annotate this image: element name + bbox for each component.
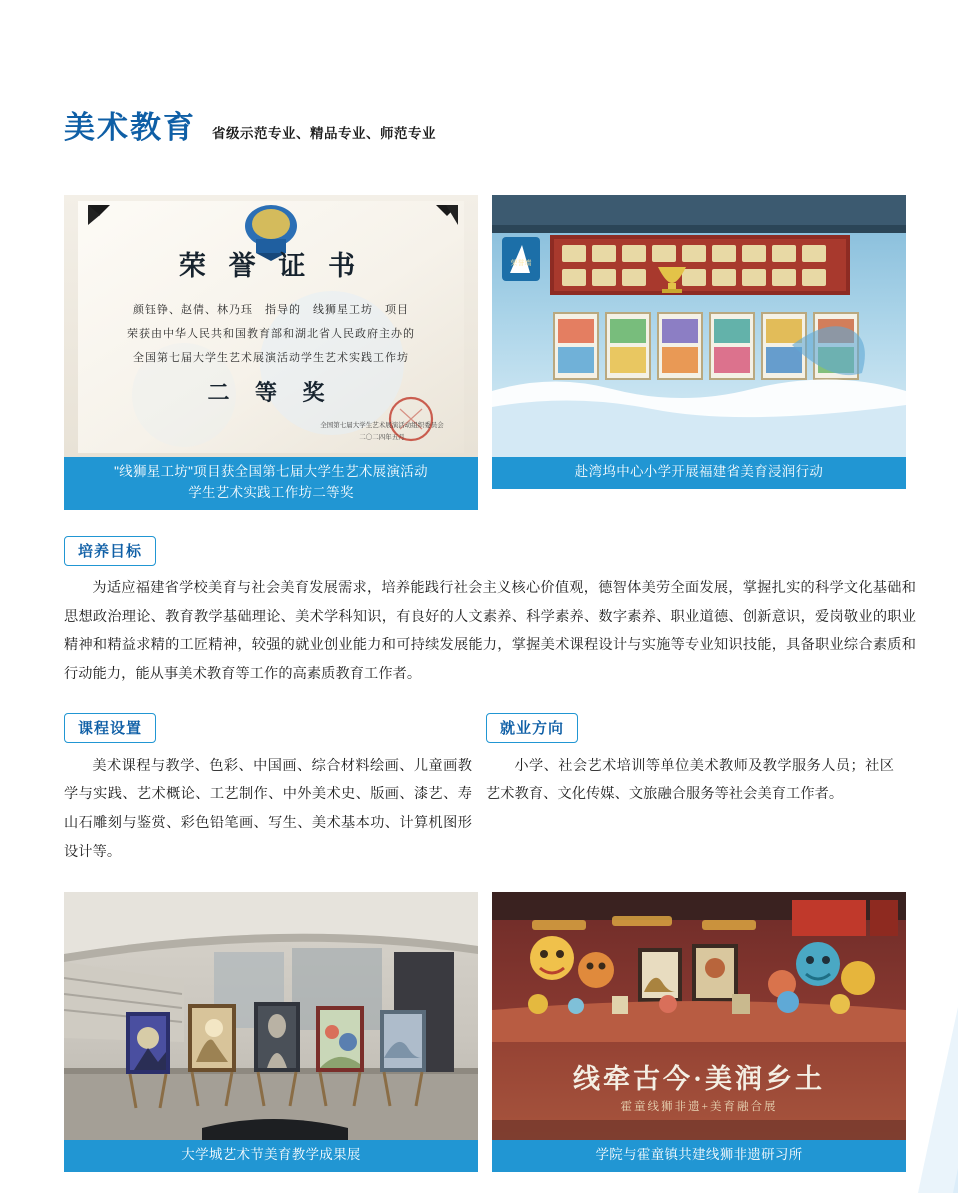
curriculum-section — [64, 713, 472, 867]
svg-text:线牵古今·美润乡土: 线牵古今·美润乡土 — [572, 1064, 826, 1095]
svg-text:颜钰铮、赵倩、林乃珏 指导的 线狮星工坊 项目: 颜钰铮、赵倩、林乃珏 指导的 线狮星工坊 项目 — [133, 304, 409, 316]
employment-text: 小学、社会艺术培训等单位美术教师及教学服务人员；社区艺术教育、文化传媒、文旅融合服务等社会美育工作者。 — [486, 757, 894, 803]
training-goal-text: 为适应福建省学校美育与社会美育发展需求，培养能践行社会主义核心价值观，德智体美劳全面发展，掌握扎实的科学文化基础和思想政治理论、教育教学基础理论、美术学科知识，有良好的人文素养、科学素养、数字素养、职业道德、创新意识，爱岗敬业的职业精神和精益求精的工匠精神，较强的就业创业能力和可持续发展能力，掌握美术课程设计与实施等专业知识技能，具备职业综合素质和行动能力，能从事美术教育等工作的高素质教育工作者。 — [64, 579, 916, 682]
svg-text:全国第七届大学生艺术展演活动组织委员会: 全国第七届大学生艺术展演活动组织委员会 — [320, 422, 444, 429]
art-festival-photo-caption: 大学城艺术节美育教学成果展 — [64, 1140, 478, 1172]
svg-text:全国第七届大学生艺术展演活动学生艺术实践工作坊: 全国第七届大学生艺术展演活动学生艺术实践工作坊 — [133, 352, 409, 364]
art-festival-photo-card — [64, 892, 478, 1172]
primary-school-photo-caption: 赴湾坞中心小学开展福建省美育浸润行动 — [492, 457, 906, 489]
heritage-exhibition-photo-caption: 学院与霍童镇共建线狮非遗研习所 — [492, 1140, 906, 1172]
photo-row-bottom — [42, 892, 916, 1172]
page-title: 美术教育 — [64, 110, 196, 145]
primary-school-photo — [492, 195, 906, 457]
photo-row-top — [42, 195, 916, 510]
training-goal-section — [42, 536, 916, 689]
svg-text:霍童线狮非遗+美育融合展: 霍童线狮非遗+美育融合展 — [620, 1101, 778, 1114]
curriculum-text: 美术课程与教学、色彩、中国画、综合材料绘画、儿童画教学与实践、艺术概论、工艺制作、中外美术史、版画、漆艺、寿山石雕刻与鉴赏、彩色铅笔画、写生、美术基本功、计算机图形设计等。 — [64, 757, 472, 860]
heritage-exhibition-photo — [492, 892, 906, 1140]
curriculum-heading: 课程设置 — [64, 713, 156, 743]
svg-text:二〇二四年五月: 二〇二四年五月 — [359, 434, 405, 441]
svg-text:荣誉墙: 荣誉墙 — [510, 259, 532, 267]
certificate-photo-caption: "线狮星工坊"项目获全国第七届大学生艺术展演活动 学生艺术实践工作坊二等奖 — [64, 457, 478, 510]
two-column-section — [42, 713, 916, 867]
certificate-photo — [64, 195, 478, 457]
page-header — [42, 0, 916, 147]
page-subtitle: 省级示范专业、精品专业、师范专业 — [212, 126, 436, 141]
svg-text:二 等 奖: 二 等 奖 — [207, 380, 335, 405]
primary-school-photo-card — [492, 195, 906, 510]
heritage-exhibition-photo-card — [492, 892, 906, 1172]
employment-heading: 就业方向 — [486, 713, 578, 743]
svg-text:荣获由中华人民共和国教育部和湖北省人民政府主办的: 荣获由中华人民共和国教育部和湖北省人民政府主办的 — [127, 328, 415, 340]
art-festival-photo — [64, 892, 478, 1140]
certificate-photo-card — [64, 195, 478, 510]
employment-section — [486, 713, 894, 867]
training-goal-heading: 培养目标 — [64, 536, 156, 566]
svg-text:荣 誉 证 书: 荣 誉 证 书 — [178, 251, 364, 281]
